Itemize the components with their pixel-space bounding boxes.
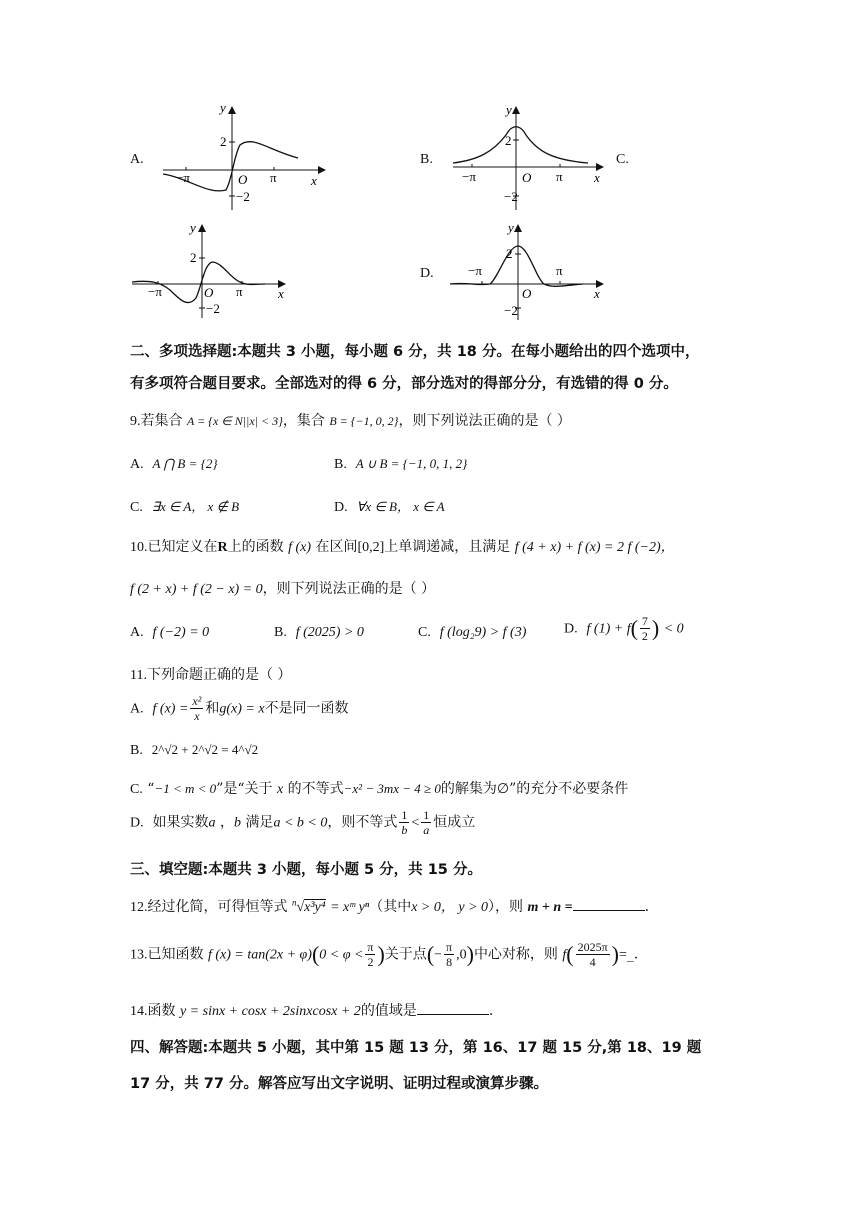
graph-b-pi: π	[556, 169, 563, 184]
graph-b-y: y	[506, 102, 512, 117]
section4-heading-line1: 四、解答题:本题共 5 小题，其中第 15 题 13 分，第 16、17 题 15 分,第 18、19 题	[130, 1040, 702, 1056]
q9-text2: ，集合	[282, 413, 325, 429]
q9-option-a[interactable]	[130, 456, 218, 473]
q9-number: 9.	[130, 414, 141, 429]
q9-text3: ，则下列说法正确的是（ ）	[398, 413, 571, 429]
graph-b-letter: B.	[420, 152, 433, 167]
q10-d-pre: f (1) + f	[586, 621, 631, 637]
graph-b-plot	[448, 100, 623, 215]
q12-root-index: n	[291, 897, 297, 908]
q12-text1: 经过化简，可得恒等式	[147, 899, 288, 915]
q12-answer-blank[interactable]	[573, 910, 645, 911]
q11-b-label: B.	[130, 743, 143, 758]
graph-a-plot	[158, 100, 333, 215]
q10-d-frac: $\frac{7}{2}$	[641, 614, 648, 643]
q11-c-ineq: −x² − 3mx − 4 ≥ 0	[343, 781, 441, 796]
graph-b	[420, 100, 629, 215]
section2-heading-line1: 二、多项选择题:本题共 3 小题，每小题 6 分，共 18 分。在每小题给出的四个选项中，	[130, 344, 700, 360]
q14-number: 14.	[130, 1004, 148, 1019]
q14-answer-blank[interactable]	[417, 1014, 489, 1015]
graph-c-plot	[130, 220, 300, 320]
q9-c-label: C.	[130, 500, 143, 515]
q12-text2: （其中	[369, 899, 412, 915]
q11-a-label: A.	[130, 701, 144, 717]
graph-d-plot	[448, 218, 623, 323]
q10-a-label: A.	[130, 625, 144, 640]
q10-eq1: f (4 + x) + f (x) = 2 f (−2)，	[514, 540, 675, 555]
q13-text1: 已知函数	[147, 946, 204, 963]
q10-text5: ，则下列说法正确的是（ ）	[262, 581, 436, 597]
q10-d-post: < 0	[663, 621, 684, 637]
q13-stem: 13.已知函数 f (x) = tan(2x + φ)(0 < φ < $\frac{\pi}{2}$ )关于点(− $\frac{\pi}{8}$ ,0)中心对称，则 f( $\frac{2025\pi}{4}$ )=_.	[130, 940, 639, 969]
graph-c-two: 2	[190, 250, 197, 265]
graph-c-pi: π	[236, 284, 243, 299]
section3-heading: 三、填空题:本题共 3 小题，每小题 5 分，共 15 分。	[130, 862, 482, 878]
q9-stem	[130, 410, 571, 430]
graph-c-letter: C.	[616, 152, 629, 167]
section4-heading-line2: 17 分，共 77 分。解答应写出文字说明、证明过程或演算步骤。	[130, 1076, 548, 1092]
q11-option-b[interactable]	[130, 742, 258, 759]
q13-number: 13.	[130, 947, 148, 963]
q13-answer-blank[interactable]: _.	[626, 946, 639, 963]
q9-a-text: A ⋂ B = {2}	[152, 456, 218, 471]
q10-c-text: f (log₂9) > f (3)	[439, 625, 527, 640]
graph-a-x: x	[311, 173, 317, 188]
q12-stem: 12.经过化简，可得恒等式 $^n$√x³y⁴ = xᵐ yⁿ（其中x > 0， y > 0），则 m + n = .	[130, 897, 650, 915]
graph-b-neg-two: −2	[504, 189, 518, 204]
q11-option-d[interactable]: D. 如果实数a ，b 满足a < b < 0，则不等式 $\frac{1}{b}$ < $\frac{1}{a}$ 恒成立	[130, 808, 476, 837]
q12-ask: m + n =	[527, 900, 573, 915]
q10-option-b[interactable]	[274, 624, 364, 641]
graph-d-o: O	[522, 286, 532, 301]
graph-a-y: y	[220, 100, 226, 115]
q11-c-cond: −1 < m < 0	[154, 781, 217, 796]
graph-d-x: x	[594, 286, 600, 301]
graph-d-pi: π	[556, 263, 563, 278]
q10-text1: 已知定义在	[147, 539, 218, 555]
q11-stem	[130, 664, 291, 684]
graph-b-x: x	[594, 170, 600, 185]
q9-b-text: A ∪ B = {−1, 0, 1, 2}	[355, 456, 468, 471]
q11-d-label: D.	[130, 815, 144, 831]
q11-a-post: 不是同一函数	[264, 700, 349, 717]
q12-text3: ），则	[488, 899, 524, 915]
q10-d-label: D.	[564, 621, 578, 637]
q10-text4: 上单调递减，且满足	[384, 539, 511, 555]
q10-b-label: B.	[274, 625, 287, 640]
q10-b-text: f (2025) > 0	[295, 625, 364, 640]
graph-a-two: 2	[220, 134, 227, 149]
graph-d-two: 2	[506, 246, 513, 261]
q9-c-text: ∃x ∈ A， x ∉ B	[151, 499, 240, 514]
q11-number: 11.	[130, 668, 147, 683]
q11-option-c[interactable]: C. “−1 < m < 0”是“关于 x 的不等式−x² − 3mx − 4 ≥ 0的解集为∅”的充分不必要条件	[130, 781, 629, 797]
q10-stem-line2	[130, 578, 435, 598]
graph-c-neg-pi: −π	[148, 284, 162, 299]
q10-R: R	[217, 540, 228, 555]
q11-a-pre: f (x) =	[152, 701, 189, 717]
q14-text1: 函数	[147, 1003, 176, 1019]
graph-d	[420, 218, 620, 323]
graph-a-pi: π	[270, 170, 277, 185]
q10-text2: 上的函数	[227, 539, 284, 555]
graph-a-letter: A.	[130, 152, 144, 167]
q10-number: 10.	[130, 540, 148, 555]
graph-a-neg-two: −2	[236, 189, 250, 204]
q9-option-d[interactable]	[334, 496, 445, 516]
q11-a-mid: 和	[205, 700, 220, 717]
graph-d-neg-two: −2	[504, 303, 518, 318]
graph-b-o: O	[522, 170, 532, 185]
graph-b-neg-pi: −π	[462, 169, 476, 184]
q10-text3: 在区间	[315, 539, 358, 555]
graph-d-neg-pi: −π	[468, 263, 482, 278]
q10-fx: f (x)	[288, 540, 312, 555]
graph-c	[130, 220, 300, 320]
q12-rhs: = xᵐ yⁿ	[330, 900, 370, 915]
q10-eq2: f (2 + x) + f (2 − x) = 0	[130, 582, 263, 597]
q10-stem-line1	[130, 536, 675, 556]
q12-number: 12.	[130, 900, 148, 915]
q13-cond: 0 < φ <	[319, 947, 364, 963]
graph-c-y: y	[190, 220, 196, 235]
graph-a-o: O	[238, 172, 248, 187]
q13-fx: f (x) = tan(2x + φ)	[207, 947, 312, 963]
q9-option-c[interactable]	[130, 496, 239, 516]
graph-b-two: 2	[505, 133, 512, 148]
graph-d-letter: D.	[420, 266, 434, 281]
q11-a-g: g(x) = x	[219, 701, 265, 717]
graph-c-x: x	[278, 286, 284, 301]
q10-option-a[interactable]	[130, 624, 209, 641]
q10-interval: [0,2]	[357, 540, 385, 555]
section2-heading-line2: 有多项符合题目要求。全部选对的得 6 分，部分选对的得部分分，有选错的得 0 分。	[130, 376, 678, 392]
q14-expr: y = sinx + cosx + 2sinxcosx + 2	[179, 1004, 361, 1019]
q11-text: 下列命题正确的是（ ）	[146, 667, 292, 683]
q11-c-label: C.	[130, 782, 143, 797]
q11-option-a[interactable]: A. f (x) = $\frac{\text{x²}}{x}$ 和g(x) = x不是同一函数	[130, 694, 349, 723]
q10-a-text: f (−2) = 0	[152, 625, 210, 640]
q10-option-c[interactable]	[418, 624, 526, 641]
q9-setB: B = {−1, 0, 2}	[329, 414, 399, 428]
q9-setA: A = {x ∈ N||x| < 3}	[186, 414, 283, 428]
graph-d-y: y	[508, 220, 514, 235]
graph-a	[130, 100, 330, 215]
q9-option-b[interactable]	[334, 456, 467, 473]
q13-text2: 关于点	[384, 946, 427, 963]
q14-text2: 的值域是	[360, 1003, 417, 1019]
q10-option-d[interactable]: D. f (1) + f( $\frac{7}{2}$ ) < 0	[564, 614, 684, 643]
graph-c-neg-two: −2	[206, 301, 220, 316]
graph-c-o: O	[204, 285, 214, 300]
q9-d-label: D.	[334, 500, 348, 515]
q9-a-label: A.	[130, 457, 144, 472]
q12-radicand: x³y⁴	[304, 900, 326, 915]
q9-b-label: B.	[334, 457, 347, 472]
q13-text3: 中心对称，则	[473, 946, 558, 963]
q12-cond: x > 0， y > 0	[411, 900, 489, 915]
q11-b-text: 2^√2 + 2^√2 = 4^√2	[151, 742, 259, 757]
q10-c-label: C.	[418, 625, 431, 640]
q9-d-text: ∀x ∈ B， x ∈ A	[356, 499, 445, 514]
q14-stem: 14.函数 y = sinx + cosx + 2sinxcosx + 2的值域是 .	[130, 1003, 494, 1019]
q9-text1: 若集合	[140, 413, 183, 429]
graph-a-neg-pi: −π	[176, 170, 190, 185]
